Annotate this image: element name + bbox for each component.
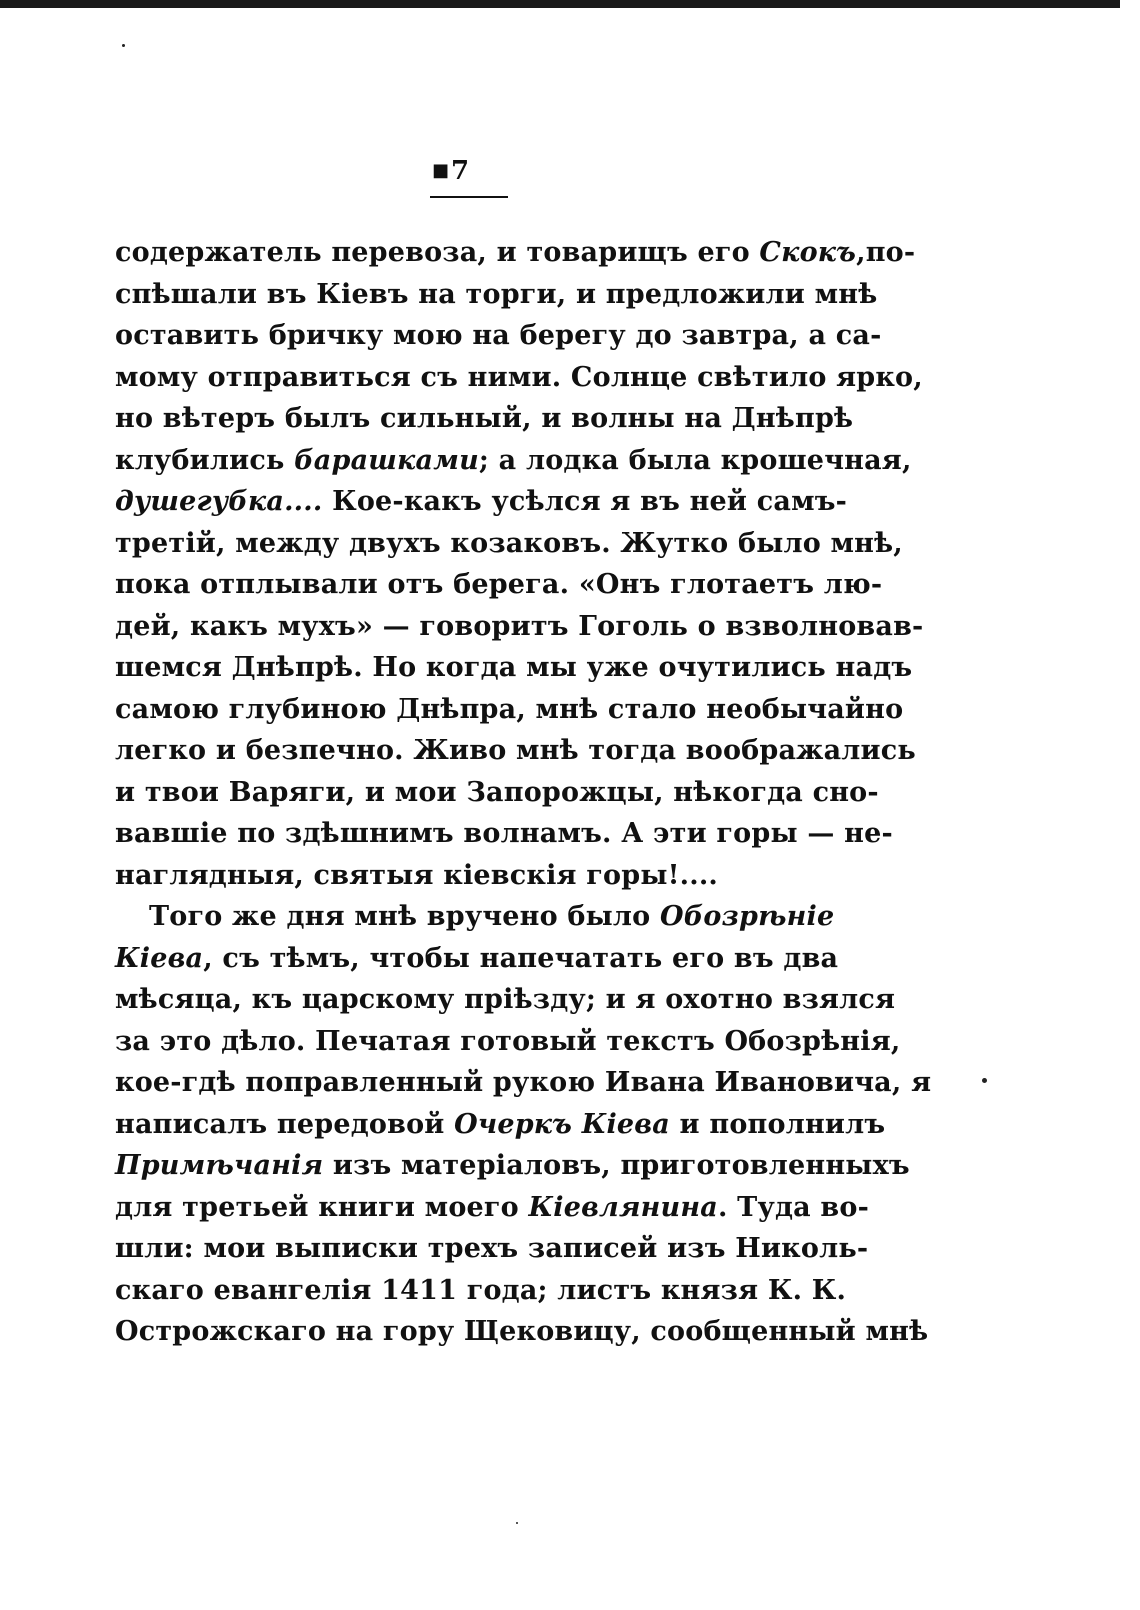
text-run: самою глубиною Днѣпра, мнѣ стало необычайно xyxy=(115,693,904,725)
text-line xyxy=(115,606,924,648)
text-line xyxy=(115,274,878,316)
text-line xyxy=(115,730,916,772)
text-run: клубились xyxy=(115,444,295,476)
text-line xyxy=(115,1145,910,1187)
text-run: скаго евангелія 1411 года; листъ князя К. К. xyxy=(115,1274,847,1306)
text-line xyxy=(115,1104,886,1146)
italic-run: барашками xyxy=(294,444,479,476)
text-run: Кое-какъ усѣлся я въ ней самъ- xyxy=(322,486,848,517)
text-run: третій, между двухъ козаковъ. Жутко было мнѣ, xyxy=(115,527,903,559)
text-line xyxy=(115,813,893,855)
text-run: вавшіе по здѣшнимъ волнамъ. А эти горы — не- xyxy=(115,818,893,849)
page-number-underline xyxy=(430,196,508,198)
italic-run: Кіевлянина xyxy=(528,1191,718,1223)
italic-run: душегубка.... xyxy=(115,486,323,517)
text-line xyxy=(115,855,825,897)
italic-run: Скокъ xyxy=(759,237,857,268)
text-run: для третьей книги моего xyxy=(115,1191,529,1223)
text-run: и пополнилъ xyxy=(669,1108,886,1140)
text-run: . Туда во- xyxy=(717,1191,870,1223)
text-line xyxy=(115,938,839,980)
text-run: написалъ передовой xyxy=(115,1108,455,1140)
text-line xyxy=(115,1228,869,1270)
text-run: легко и безпечно. Живо мнѣ тогда воображались xyxy=(115,735,916,766)
text-run: ,по- xyxy=(856,237,916,268)
text-run: но вѣтеръ былъ сильный, и волны на Днѣпрѣ xyxy=(115,403,854,434)
text-run: Того же дня мнѣ вручено было xyxy=(149,901,660,932)
text-line xyxy=(115,315,882,357)
text-run: спѣшали въ Кіевъ на торги, и предложили мнѣ xyxy=(115,278,878,310)
text-line xyxy=(115,1062,932,1104)
page-number-mark: ■ xyxy=(432,160,450,181)
text-run: мѣсяца, къ царскому пріѣзду; и я охотно взялся xyxy=(115,984,896,1015)
text-line xyxy=(115,1311,929,1353)
text-run: изъ матеріаловъ, приготовленныхъ xyxy=(323,1150,910,1181)
text-run: за это дѣло. Печатая готовый текстъ Обозрѣнія, xyxy=(115,1025,901,1057)
text-line xyxy=(115,1187,870,1229)
italic-run: Примѣчанія xyxy=(115,1150,324,1181)
text-line xyxy=(115,232,916,274)
body-text xyxy=(115,232,932,1353)
print-speck xyxy=(982,1078,987,1083)
text-run: дей, какъ мухъ» — говоритъ Гоголь о взволновав- xyxy=(115,610,924,642)
page-number xyxy=(432,158,469,184)
text-run: Острожскаго на гору Щековицу, сообщенный мнѣ xyxy=(115,1316,929,1347)
text-line xyxy=(115,1021,901,1063)
text-line xyxy=(115,564,883,606)
text-line xyxy=(115,398,854,440)
text-line xyxy=(115,357,923,399)
text-line xyxy=(115,772,879,814)
print-speck xyxy=(516,1522,518,1524)
text-run: содержатель перевоза, и товарищъ его xyxy=(115,237,760,268)
text-run: оставить бричку мою на берегу до завтра, а са- xyxy=(115,320,882,351)
page-number-value: 7 xyxy=(451,156,470,186)
text-line xyxy=(115,481,848,523)
text-run: шемся Днѣпрѣ. Но когда мы уже очутились надъ xyxy=(115,652,913,683)
text-run: наглядныя, святыя кіевскія горы!.... xyxy=(115,859,719,891)
text-run: ; а лодка была крошечная, xyxy=(478,444,912,476)
italic-run: Обозрѣніе xyxy=(659,901,835,932)
text-run: шли: мои выписки трехъ записей изъ Николь- xyxy=(115,1233,869,1264)
text-line xyxy=(115,440,912,482)
text-run: мому отправиться съ ними. Солнце свѣтило ярко, xyxy=(115,361,923,393)
text-line xyxy=(115,979,896,1021)
text-run: , съ тѣмъ, чтобы напечатать его въ два xyxy=(203,942,839,974)
print-speck xyxy=(122,44,125,47)
text-line xyxy=(115,523,903,565)
text-line xyxy=(115,689,904,731)
text-line xyxy=(115,896,835,938)
italic-run: Кіева xyxy=(115,942,204,974)
text-line xyxy=(115,1270,847,1312)
text-run: пока отплывали отъ берега. «Онъ глотаетъ лю- xyxy=(115,569,883,600)
italic-run: Очеркъ Кіева xyxy=(454,1108,670,1140)
text-run: кое-гдѣ поправленный рукою Ивана Ивановича, я xyxy=(115,1067,932,1098)
text-run: и твои Варяги, и мои Запорожцы, нѣкогда сно- xyxy=(115,776,879,808)
top-border-rule xyxy=(0,0,1120,8)
text-line xyxy=(115,647,913,689)
